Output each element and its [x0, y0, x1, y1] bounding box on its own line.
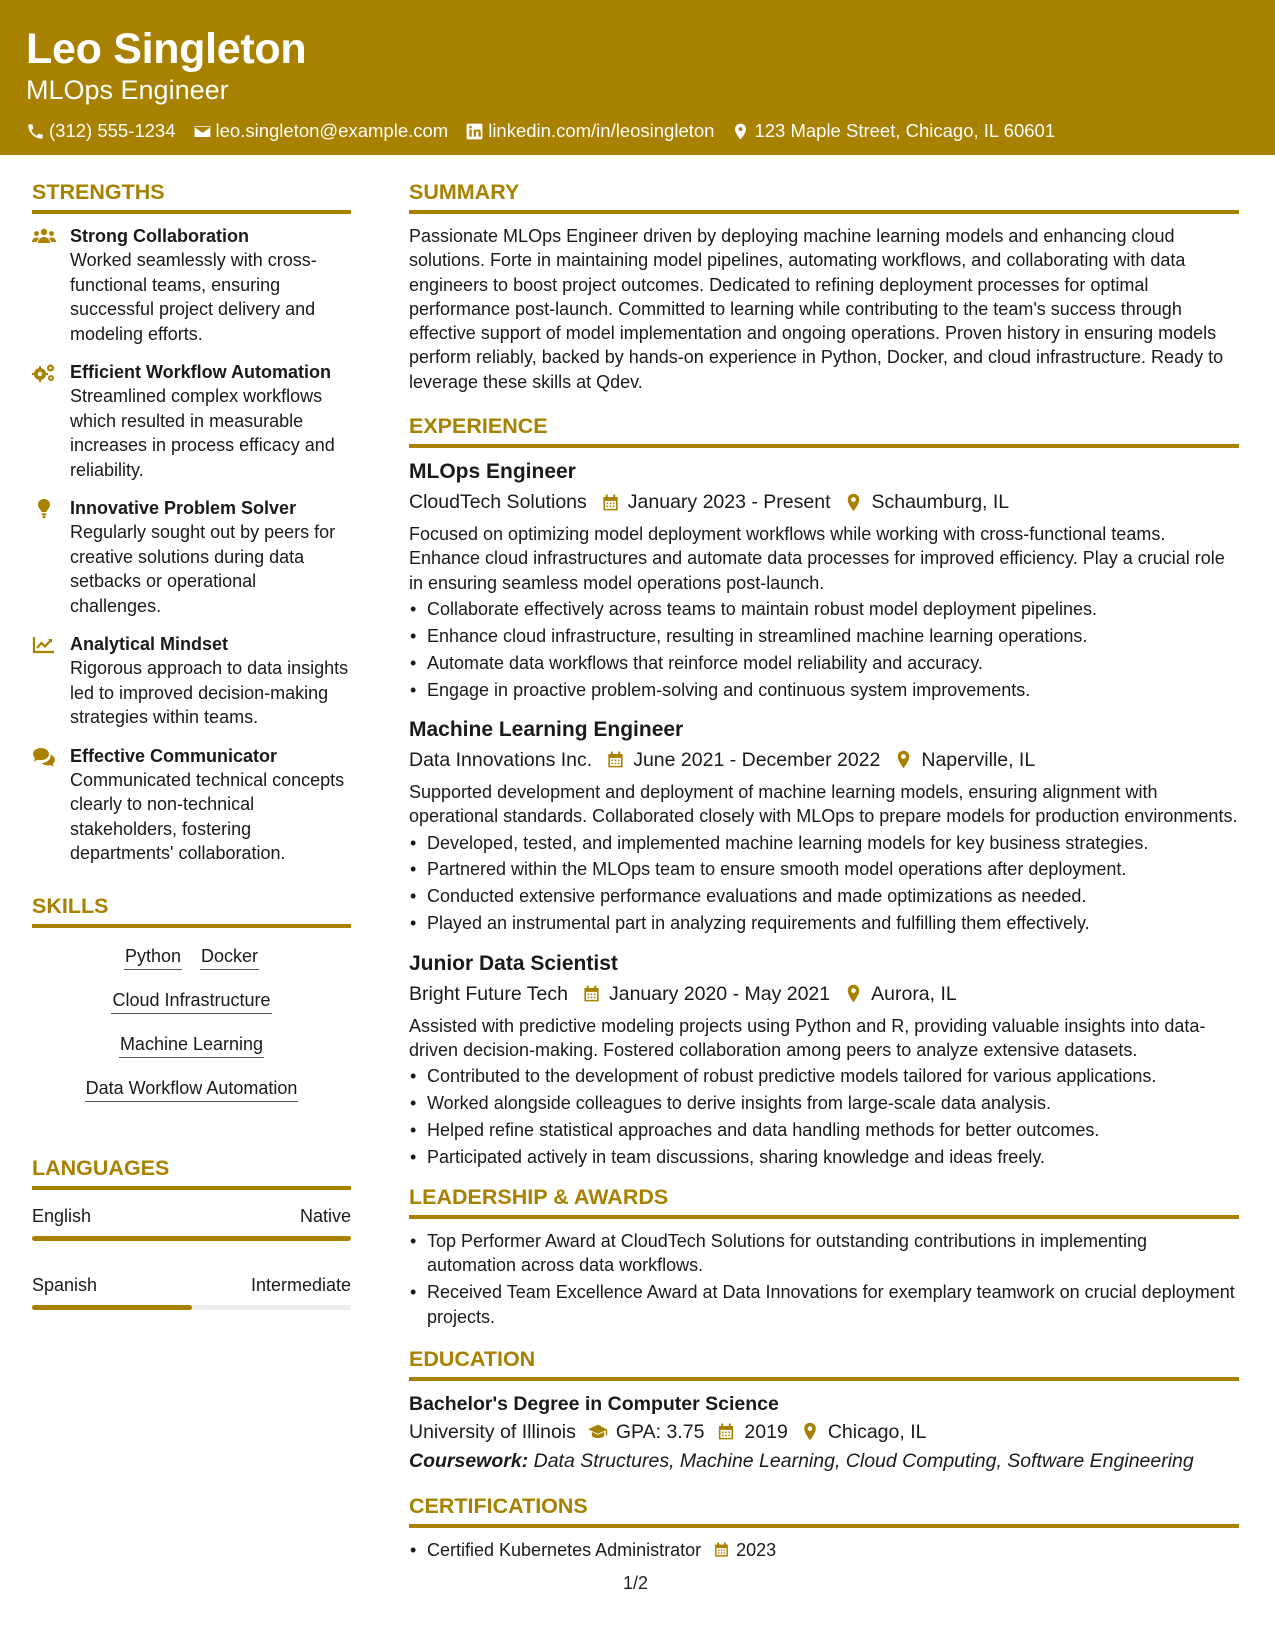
strength-item: [32, 496, 351, 618]
address-text: 123 Maple Street, Chicago, IL 60601: [754, 120, 1056, 141]
job-entry: [409, 950, 1239, 1170]
job-bullet: • Contributed to the development of robust predictive models tailored for various applications.: [409, 1064, 1239, 1088]
strength-title: Analytical Mindset: [70, 634, 229, 654]
strength-desc: Regularly sought out by peers for creative solutions during data setbacks or operational challenges.: [70, 522, 336, 616]
skills-list: [32, 944, 351, 1120]
coursework-text: Data Structures, Machine Learning, Cloud Computing, Software Engineering: [533, 1449, 1194, 1472]
languages-list: [32, 1204, 351, 1310]
language-level: Intermediate: [250, 1274, 351, 1295]
calendar-icon: [601, 493, 620, 512]
job-meta: [409, 746, 1239, 774]
language-name: English: [32, 1205, 92, 1226]
cert-item: [409, 1538, 1239, 1562]
calendar-icon: [606, 750, 625, 769]
resume-header: [0, 0, 1275, 155]
job-title: MLOps Engineer: [409, 460, 576, 484]
job-entry: [409, 716, 1239, 936]
job-bullets: [409, 831, 1239, 936]
job-company: CloudTech Solutions: [409, 491, 587, 514]
job-dates: June 2021 - December 2022: [633, 748, 881, 771]
calendar-icon: [582, 984, 601, 1003]
job-bullet: • Helped refine statistical approaches and data handling methods for better outcomes.: [409, 1118, 1239, 1142]
skill-tag: Data Workflow Automation: [85, 1076, 299, 1102]
job-location: Aurora, IL: [871, 982, 957, 1005]
job-bullet: • Enhance cloud infrastructure, resulting in streamlined machine learning operations.: [409, 624, 1239, 648]
edu-coursework: [409, 1446, 1239, 1476]
language-item: [32, 1273, 351, 1297]
job-bullet: • Developed, tested, and implemented machine learning models for key business strategies.: [409, 831, 1239, 855]
summary-heading: SUMMARY: [409, 178, 1239, 214]
edu-location: Chicago, IL: [827, 1420, 927, 1443]
strength-desc: Rigorous approach to data insights led to improved decision-making strategies within teams.: [70, 658, 349, 727]
coursework-label: Coursework:: [409, 1449, 529, 1472]
experience-heading: EXPERIENCE: [409, 412, 1239, 448]
job-desc: Focused on optimizing model deployment workflows while working with cross-functional teams. Enhance cloud infrastructures and automate data processes for improved efficiency. Play a crucial role in ensuring seamless model operations post-launch.: [409, 524, 1225, 593]
graduation-cap-icon: [588, 1422, 608, 1441]
edu-gpa: GPA: 3.75: [615, 1420, 705, 1443]
job-desc: Supported development and deployment of machine learning models, ensuring alignment with operational standards. Collaborated closely with MLOps to prepare models for production environments.: [409, 781, 1238, 827]
contact-linkedin: [465, 120, 714, 142]
education-heading: EDUCATION: [409, 1345, 1239, 1381]
linkedin-link[interactable]: linkedin.com/in/leosingleton: [488, 120, 715, 141]
strength-item: [32, 224, 351, 346]
skill-tag: Docker: [200, 944, 259, 970]
map-pin-icon: [894, 750, 913, 769]
contact-phone: [26, 120, 176, 142]
edu-degree: Bachelor's Degree in Computer Science: [409, 1392, 779, 1415]
job-bullet: • Partnered within the MLOps team to ensure smooth model operations after deployment.: [409, 857, 1239, 881]
skills-heading: SKILLS: [32, 892, 351, 928]
contact-bar: [26, 120, 1249, 142]
left-column: [32, 178, 351, 1310]
cert-year: 2023: [736, 1539, 777, 1560]
job-dates: January 2020 - May 2021: [608, 982, 831, 1005]
job-bullet: • Conducted extensive performance evaluations and made optimizations as needed.: [409, 884, 1239, 908]
job-bullet: • Collaborate effectively across teams to maintain robust model deployment pipelines.: [409, 597, 1239, 621]
users-icon: [32, 227, 56, 247]
strength-item: [32, 360, 351, 482]
job-bullet: • Engage in proactive problem-solving and continuous system improvements.: [409, 678, 1239, 702]
contact-address: [731, 120, 1055, 142]
job-bullets: [409, 1064, 1239, 1169]
strength-desc: Streamlined complex workflows which resulted in measurable increases in process efficacy and reliability.: [70, 386, 335, 480]
job-bullets: [409, 597, 1239, 702]
comments-icon: [32, 747, 56, 767]
map-pin-icon: [731, 122, 750, 141]
skill-tag: Cloud Infrastructure: [111, 988, 271, 1014]
job-bullet: • Participated actively in team discussions, sharing knowledge and ideas freely.: [409, 1145, 1239, 1169]
job-entry: [409, 458, 1239, 702]
job-bullet: • Automate data workflows that reinforce model reliability and accuracy.: [409, 651, 1239, 675]
candidate-title: MLOps Engineer: [26, 75, 229, 105]
awards-list: [409, 1229, 1239, 1329]
lightbulb-icon: [32, 499, 56, 519]
job-title: Machine Learning Engineer: [409, 717, 684, 741]
chart-line-icon: [32, 635, 56, 655]
job-title: Junior Data Scientist: [409, 951, 618, 975]
skill-tag: Machine Learning: [119, 1032, 264, 1058]
linkedin-icon: [465, 122, 484, 141]
edu-school: University of Illinois: [409, 1420, 576, 1443]
award-item: • Received Team Excellence Award at Data Innovations for exemplary teamwork on crucial deployment projects.: [409, 1280, 1239, 1329]
email-link[interactable]: leo.singleton@example.com: [215, 120, 449, 141]
summary-text: Passionate MLOps Engineer driven by deploying machine learning models and enhancing cloud solutions. Forte in maintaining model pipelines, automating workflows, and collaborating with data engineers to boost project outcomes. Dedicated to refining deployment processes for optimal performance post-launch. Committed to learning while contributing to the team's success through effective support of model implementation and ongoing operations. Proven history in ensuring models perform reliably, backed by hands-on experience in Python, Docker, and cloud infrastructure. Ready to leverage these skills at Qdev.: [409, 226, 1224, 392]
page-number: 1/2: [623, 1573, 649, 1593]
strength-title: Effective Communicator: [70, 745, 278, 766]
phone-icon: [26, 122, 45, 141]
language-name: Spanish: [32, 1274, 98, 1295]
edu-meta: [409, 1418, 1239, 1446]
skill-tag: Python: [124, 944, 182, 970]
phone-text[interactable]: (312) 555-1234: [49, 120, 176, 141]
certifications-heading: CERTIFICATIONS: [409, 1492, 1239, 1528]
job-bullet: • Played an instrumental part in analyzing requirements and fulfilling them effectively.: [409, 911, 1239, 935]
envelope-icon: [193, 122, 212, 141]
languages-heading: LANGUAGES: [32, 1154, 351, 1190]
strength-title: Strong Collaboration: [70, 226, 249, 246]
job-location: Naperville, IL: [921, 748, 1036, 771]
job-dates: January 2023 - Present: [627, 491, 831, 514]
strength-title: Innovative Problem Solver: [70, 498, 297, 518]
job-company: Bright Future Tech: [409, 982, 568, 1005]
map-pin-icon: [844, 493, 863, 512]
calendar-icon: [713, 1541, 730, 1558]
strength-desc: Communicated technical concepts clearly to non-technical stakeholders, fostering departments' collaboration.: [70, 769, 345, 863]
contact-email: [193, 120, 449, 142]
language-bar-fill: [32, 1236, 351, 1241]
job-meta: [409, 488, 1239, 516]
strength-desc: Worked seamlessly with cross-functional teams, ensuring successful project delivery and modeling efforts.: [70, 250, 317, 344]
right-column: [409, 178, 1239, 1562]
map-pin-icon: [800, 1422, 820, 1441]
language-level: Native: [299, 1205, 351, 1226]
job-company: Data Innovations Inc.: [409, 748, 593, 771]
gears-icon: [32, 363, 56, 383]
awards-heading: LEADERSHIP & AWARDS: [409, 1183, 1239, 1219]
award-item: • Top Performer Award at CloudTech Solutions for outstanding contributions in implementing automation across data workflows.: [409, 1229, 1239, 1278]
job-desc: Assisted with predictive modeling projects using Python and R, providing valuable insights into data-driven decision-making. Fostered collaboration among peers to analyze extensive datasets.: [409, 1015, 1206, 1060]
strength-item: [32, 632, 351, 730]
strength-item: [32, 744, 351, 866]
job-bullet: • Worked alongside colleagues to derive insights from large-scale data analysis.: [409, 1091, 1239, 1115]
language-bar: [32, 1236, 351, 1241]
language-bar: [32, 1305, 351, 1310]
candidate-name: Leo Singleton: [26, 25, 307, 73]
language-bar-fill: [32, 1305, 192, 1310]
strength-title: Efficient Workflow Automation: [70, 362, 331, 382]
job-location: Schaumburg, IL: [871, 491, 1010, 514]
edu-year: 2019: [744, 1420, 788, 1443]
calendar-icon: [716, 1422, 736, 1441]
job-meta: [409, 980, 1239, 1008]
language-item: [32, 1204, 351, 1228]
map-pin-icon: [844, 984, 863, 1003]
strengths-heading: STRENGTHS: [32, 178, 351, 214]
cert-name: • Certified Kubernetes Administrator: [427, 1539, 702, 1560]
